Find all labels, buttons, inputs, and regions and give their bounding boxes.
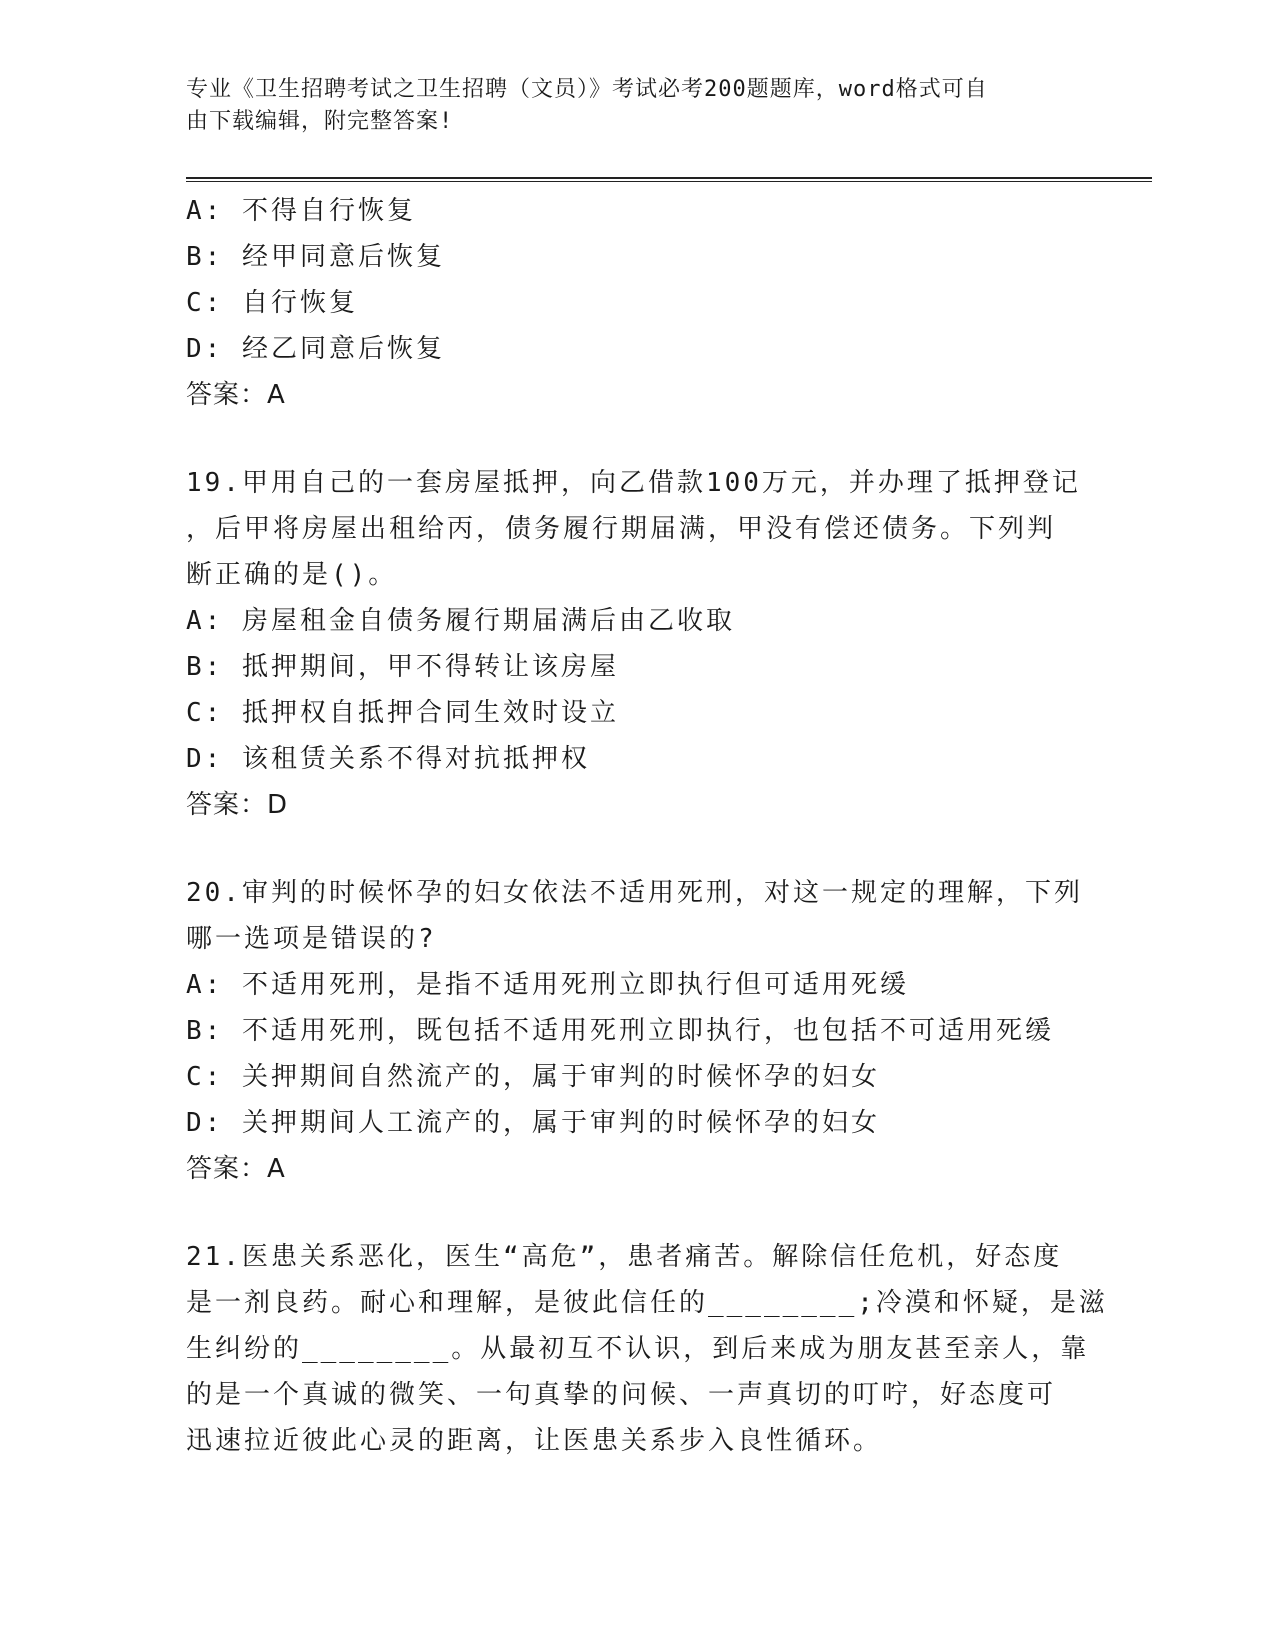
question-18 [186,188,1076,418]
question-text-line: 生纠纷的________。从最初互不认识，到后来成为朋友甚至亲人，靠 [186,1334,1090,1364]
question-spacer [186,418,1076,460]
question-text-line: 21.医患关系恶化，医生“高危”，患者痛苦。解除信任危机，好态度 [186,1242,1063,1272]
question-text-line: 是一剂良药。耐心和理解，是彼此信任的________;冷漠和怀疑，是滋 [186,1288,1108,1318]
question-text-line: 哪一选项是错误的? [186,924,437,954]
header-line-2: 由下载编辑，附完整答案! [186,109,454,134]
answer: 答案：A [186,380,286,410]
option-b: B: 经甲同意后恢复 [186,242,445,272]
question-spacer [186,1192,1076,1234]
question-text-line: 迅速拉近彼此心灵的距离，让医患关系步入良性循环。 [186,1426,883,1456]
question-19 [186,460,1081,828]
question-text-line: ，后甲将房屋出租给丙，债务履行期届满，甲没有偿还债务。下列判 [186,514,1057,544]
header-divider [186,177,1152,182]
option-a: A: 不适用死刑，是指不适用死刑立即执行但可适用死缓 [186,970,909,1000]
option-c: C: 关押期间自然流产的，属于审判的时候怀孕的妇女 [186,1062,880,1092]
option-b: B: 抵押期间，甲不得转让该房屋 [186,652,619,682]
option-b: B: 不适用死刑，既包括不适用死刑立即执行，也包括不可适用死缓 [186,1016,1054,1046]
question-text-line: 的是一个真诚的微笑、一句真挚的问候、一声真切的叮咛，好态度可 [186,1380,1057,1410]
answer: 答案：D [186,790,289,820]
option-d: D: 关押期间人工流产的，属于审判的时候怀孕的妇女 [186,1108,880,1138]
option-d: D: 经乙同意后恢复 [186,334,445,364]
option-c: C: 抵押权自抵押合同生效时设立 [186,698,619,728]
header-line-1: 专业《卫生招聘考试之卫生招聘（文员）》考试必考200题题库，word格式可自 [186,77,988,102]
question-text-line: 20.审判的时候怀孕的妇女依法不适用死刑，对这一规定的理解，下列 [186,878,1083,908]
question-spacer [186,828,1076,870]
answer: 答案：A [186,1154,286,1184]
question-text-line: 19.甲用自己的一套房屋抵押，向乙借款100万元，并办理了抵押登记 [186,468,1081,498]
question-text-line: 断正确的是()。 [186,560,398,590]
question-20 [186,870,1083,1192]
option-c: C: 自行恢复 [186,288,358,318]
option-a: A: 房屋租金自债务履行期届满后由乙收取 [186,606,735,636]
question-list [186,188,1108,1464]
page-header [186,74,1066,138]
option-d: D: 该租赁关系不得对抗抵押权 [186,744,590,774]
question-21 [186,1234,1108,1464]
option-a: A: 不得自行恢复 [186,196,416,226]
